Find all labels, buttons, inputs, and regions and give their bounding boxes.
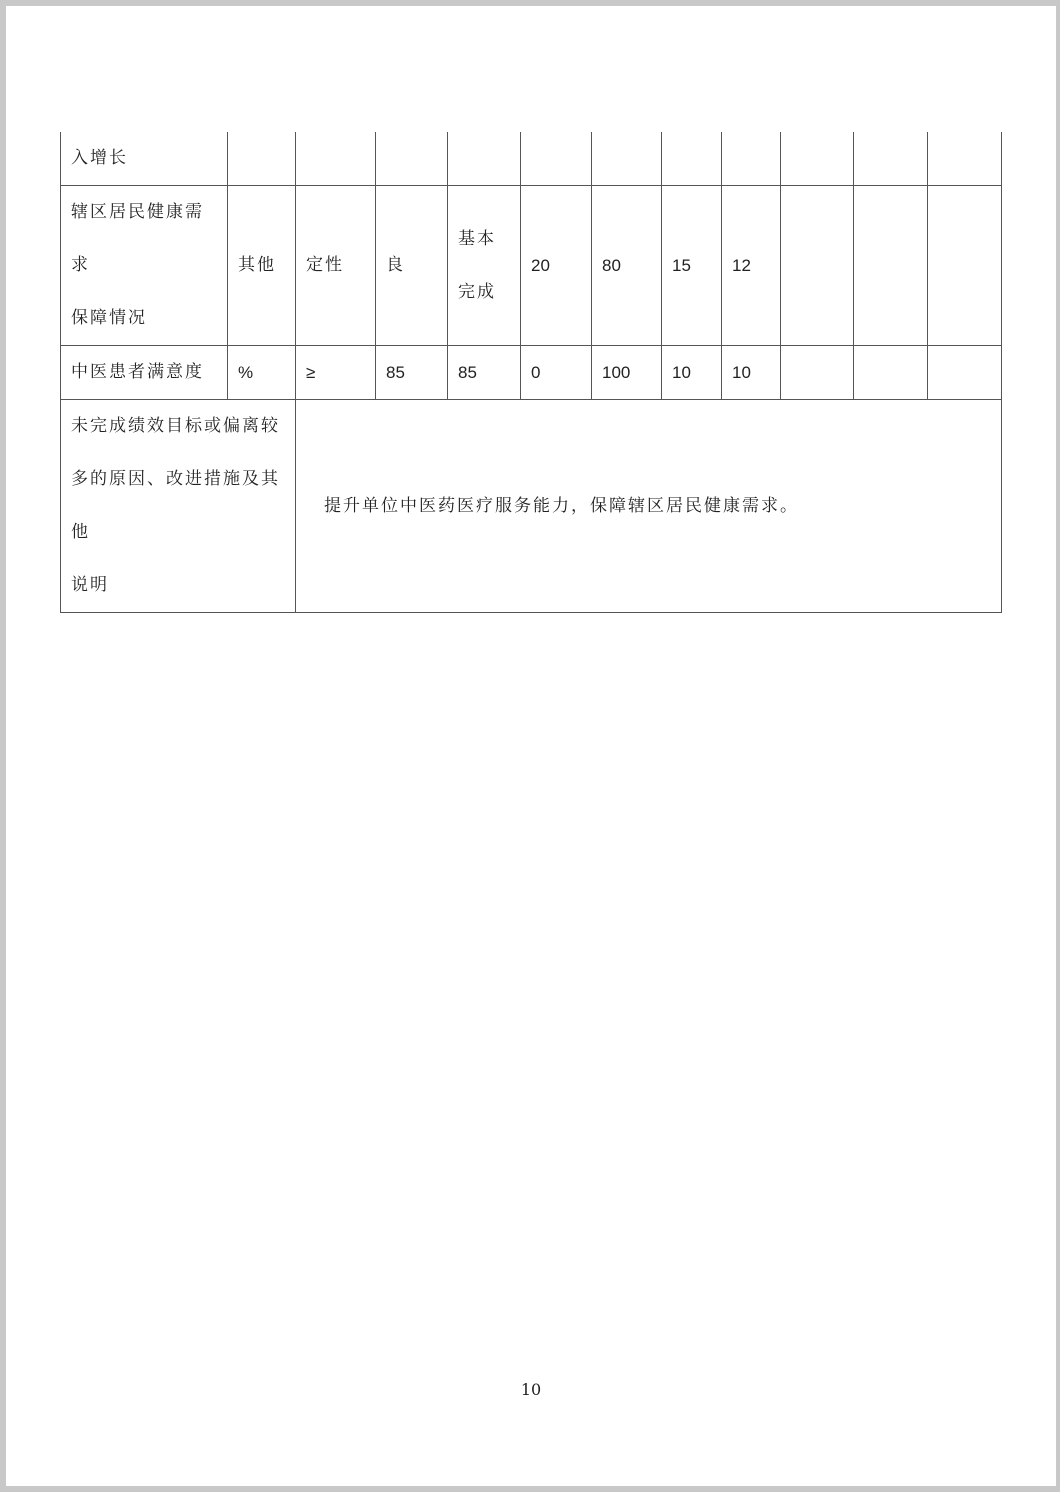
indicator-name-cell: 中医患者满意度 xyxy=(61,346,228,400)
score-cell: 12 xyxy=(722,186,781,346)
remarks-label-line: 多的原因、改进措施及其他 xyxy=(71,469,280,542)
document-page xyxy=(6,6,1056,1486)
actual-cell: 85 xyxy=(448,346,521,400)
category-cell: 其他 xyxy=(228,186,296,346)
value-cell: 80 xyxy=(592,186,662,346)
indicator-name-cell: 入增长 xyxy=(61,132,228,186)
indicator-name-line: 辖区居民健康需求 xyxy=(71,202,204,275)
actual-line: 基本 xyxy=(458,228,496,249)
value-cell: 0 xyxy=(521,346,592,400)
remarks-text-cell: 提升单位中医药医疗服务能力，保障辖区居民健康需求。 xyxy=(296,400,1002,613)
indicator-name-cell xyxy=(61,186,228,346)
table-row xyxy=(61,346,1002,400)
actual-line: 完成 xyxy=(458,281,496,302)
table-row xyxy=(61,132,1002,186)
table-row xyxy=(61,186,1002,346)
value-cell: 20 xyxy=(521,186,592,346)
type-cell: ≥ xyxy=(296,346,376,400)
category-cell: % xyxy=(228,346,296,400)
table-row xyxy=(61,400,1002,613)
page-number: 10 xyxy=(520,1380,542,1399)
remarks-label-line: 说明 xyxy=(71,575,109,595)
target-cell: 85 xyxy=(376,346,448,400)
remarks-label-line: 未完成绩效目标或偏离较 xyxy=(71,416,280,436)
score-cell: 10 xyxy=(722,346,781,400)
target-cell: 良 xyxy=(376,186,448,346)
remarks-label-cell xyxy=(61,400,296,613)
performance-table xyxy=(60,132,1002,613)
weight-cell: 15 xyxy=(662,186,722,346)
indicator-name-line: 保障情况 xyxy=(71,308,147,328)
type-cell: 定性 xyxy=(296,186,376,346)
weight-cell: 10 xyxy=(662,346,722,400)
actual-cell xyxy=(448,186,521,346)
value-cell: 100 xyxy=(592,346,662,400)
